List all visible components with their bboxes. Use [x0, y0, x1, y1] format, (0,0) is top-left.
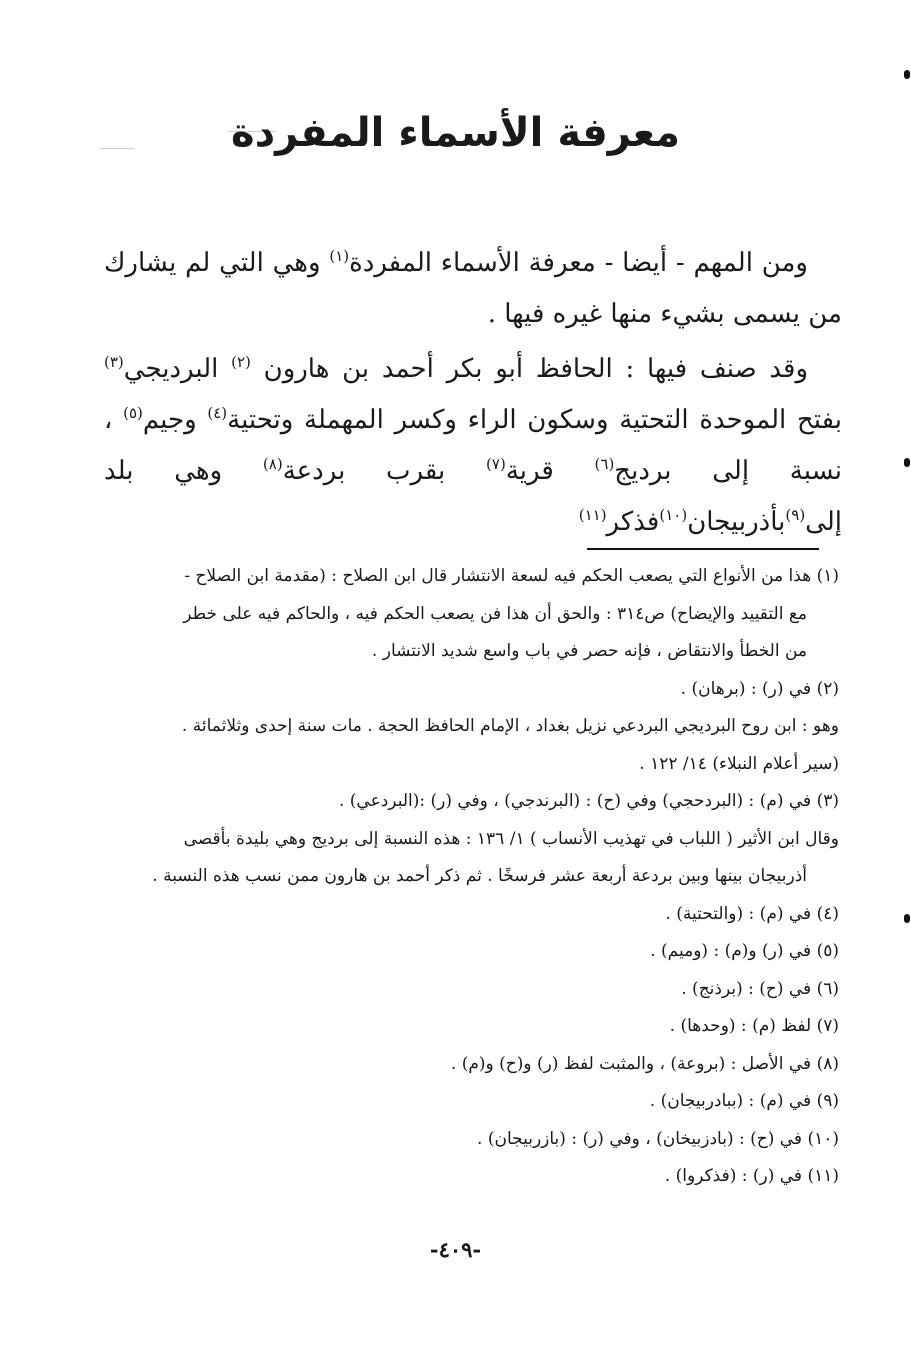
main-text	[104, 238, 842, 548]
footnote-line: (١) هذا من الأنواع التي يصعب الحكم فيه لسعة الانتشار قال ابن الصلاح : (مقدمة ابن الصلاح -	[184, 566, 839, 586]
page-title: معرفة الأسماء المفردة	[230, 110, 680, 156]
paragraph	[104, 344, 842, 548]
text-run: البرديجي	[123, 354, 232, 384]
footnote-line: (٨) في الأصل : (بروعة) ، والمثبت لفظ (ر) و(ح) و(م) .	[450, 1053, 839, 1074]
footnote-marker: (١)	[329, 247, 350, 265]
footnote-line: مع التقييد والإيضاح) ص٣١٤ : والحق أن هذا فن يصعب الحكم فيه ، والحاكم فيه على خطر	[183, 603, 807, 624]
text-run: بأذربيجان	[687, 507, 786, 537]
footnote-line: (٤) في (م) : (والتحتية) .	[665, 903, 839, 924]
footnote-line: (٢) في (ر) : (برهان) .	[680, 678, 839, 699]
footnote-separator	[587, 548, 819, 550]
paragraph	[104, 238, 842, 340]
footnote-line: وهو : ابن روح البرديجي البردعي نزيل بغداد ، الإمام الحافظ الحجة . مات سنة إحدى وثلاثمائة .	[181, 716, 839, 736]
footnote-marker: (١٠)	[659, 506, 688, 524]
text-run: بقرب بردعة	[282, 456, 487, 486]
text-run: وهي التي لم يشارك من يسمى بشيء منها غيره فيها .	[104, 248, 842, 329]
footnote-marker: (١١)	[578, 506, 607, 524]
footnotes	[104, 558, 839, 1196]
footnote-marker: (٨)	[262, 455, 283, 473]
text-run: بفتح الموحدة التحتية وسكون الراء وكسر المهملة وتحتية	[227, 405, 843, 435]
footnote-line: وقال ابن الأثير ( اللباب في تهذيب الأنساب ) ١/ ١٣٦ : هذه النسبة إلى برديج وهي بليدة بأقصى	[183, 828, 839, 849]
page-number: -٤٠٩-	[429, 1237, 482, 1262]
footnote-line: (سير أعلام النبلاء) ١٤/ ١٢٢ .	[639, 753, 839, 774]
footnote-marker: (٦)	[594, 455, 615, 473]
text-run: ومن المهم - أيضا - معرفة الأسماء المفردة	[349, 248, 808, 278]
footnote-line: (١٠) في (ح) : (بادزبيخان) ، وفي (ر) : (بازربيجان) .	[477, 1128, 839, 1149]
text-run: ، نسبة إلى برديج	[104, 405, 842, 486]
footnote-marker: (٩)	[785, 506, 806, 524]
footnote-line: (١١) في (ر) : (فذكروا) .	[664, 1166, 839, 1186]
scan-edge-mark	[904, 914, 910, 923]
text-run: وجيم	[142, 405, 208, 435]
footnote-marker: (٥)	[123, 404, 143, 422]
text-run: قرية	[505, 456, 595, 486]
footnote-line: (٣) في (م) : (البردحجي) وفي (ح) : (البرندجي) ، وفي (ر) :(البردعي) .	[338, 791, 839, 811]
text-run: وقد صنف فيها : الحافظ أبو بكر أحمد بن هارون	[250, 354, 809, 384]
text-run: وهي بلد إلى	[104, 456, 842, 537]
footnote-line: (٦) في (ح) : (برذنج) .	[681, 978, 839, 999]
footnote-line: أذربيجان بينها وبين بردعة أربعة عشر فرسخًا . ثم ذكر أحمد بن هارون ممن نسب هذه النسبة .	[152, 866, 807, 886]
footnote-line: (٥) في (ر) و(م) : (وميم) .	[650, 941, 839, 961]
footnote-line: (٧) لفظ (م) : (وحدها) .	[669, 1016, 839, 1036]
footnote-line: (٩) في (م) : (ببادربيجان) .	[649, 1091, 839, 1111]
footnote-line: من الخطأ والانتقاض ، فإنه حصر في باب واسع شديد الانتشار .	[371, 641, 807, 661]
footnote-marker: (٢)	[231, 353, 251, 371]
scan-edge-mark	[904, 458, 910, 467]
footnote-marker: (٣)	[104, 353, 124, 371]
footnote-marker: (٤)	[207, 404, 228, 422]
scan-edge-mark	[904, 70, 910, 79]
footnote-marker: (٧)	[486, 455, 506, 473]
text-run: فذكر	[606, 507, 660, 537]
